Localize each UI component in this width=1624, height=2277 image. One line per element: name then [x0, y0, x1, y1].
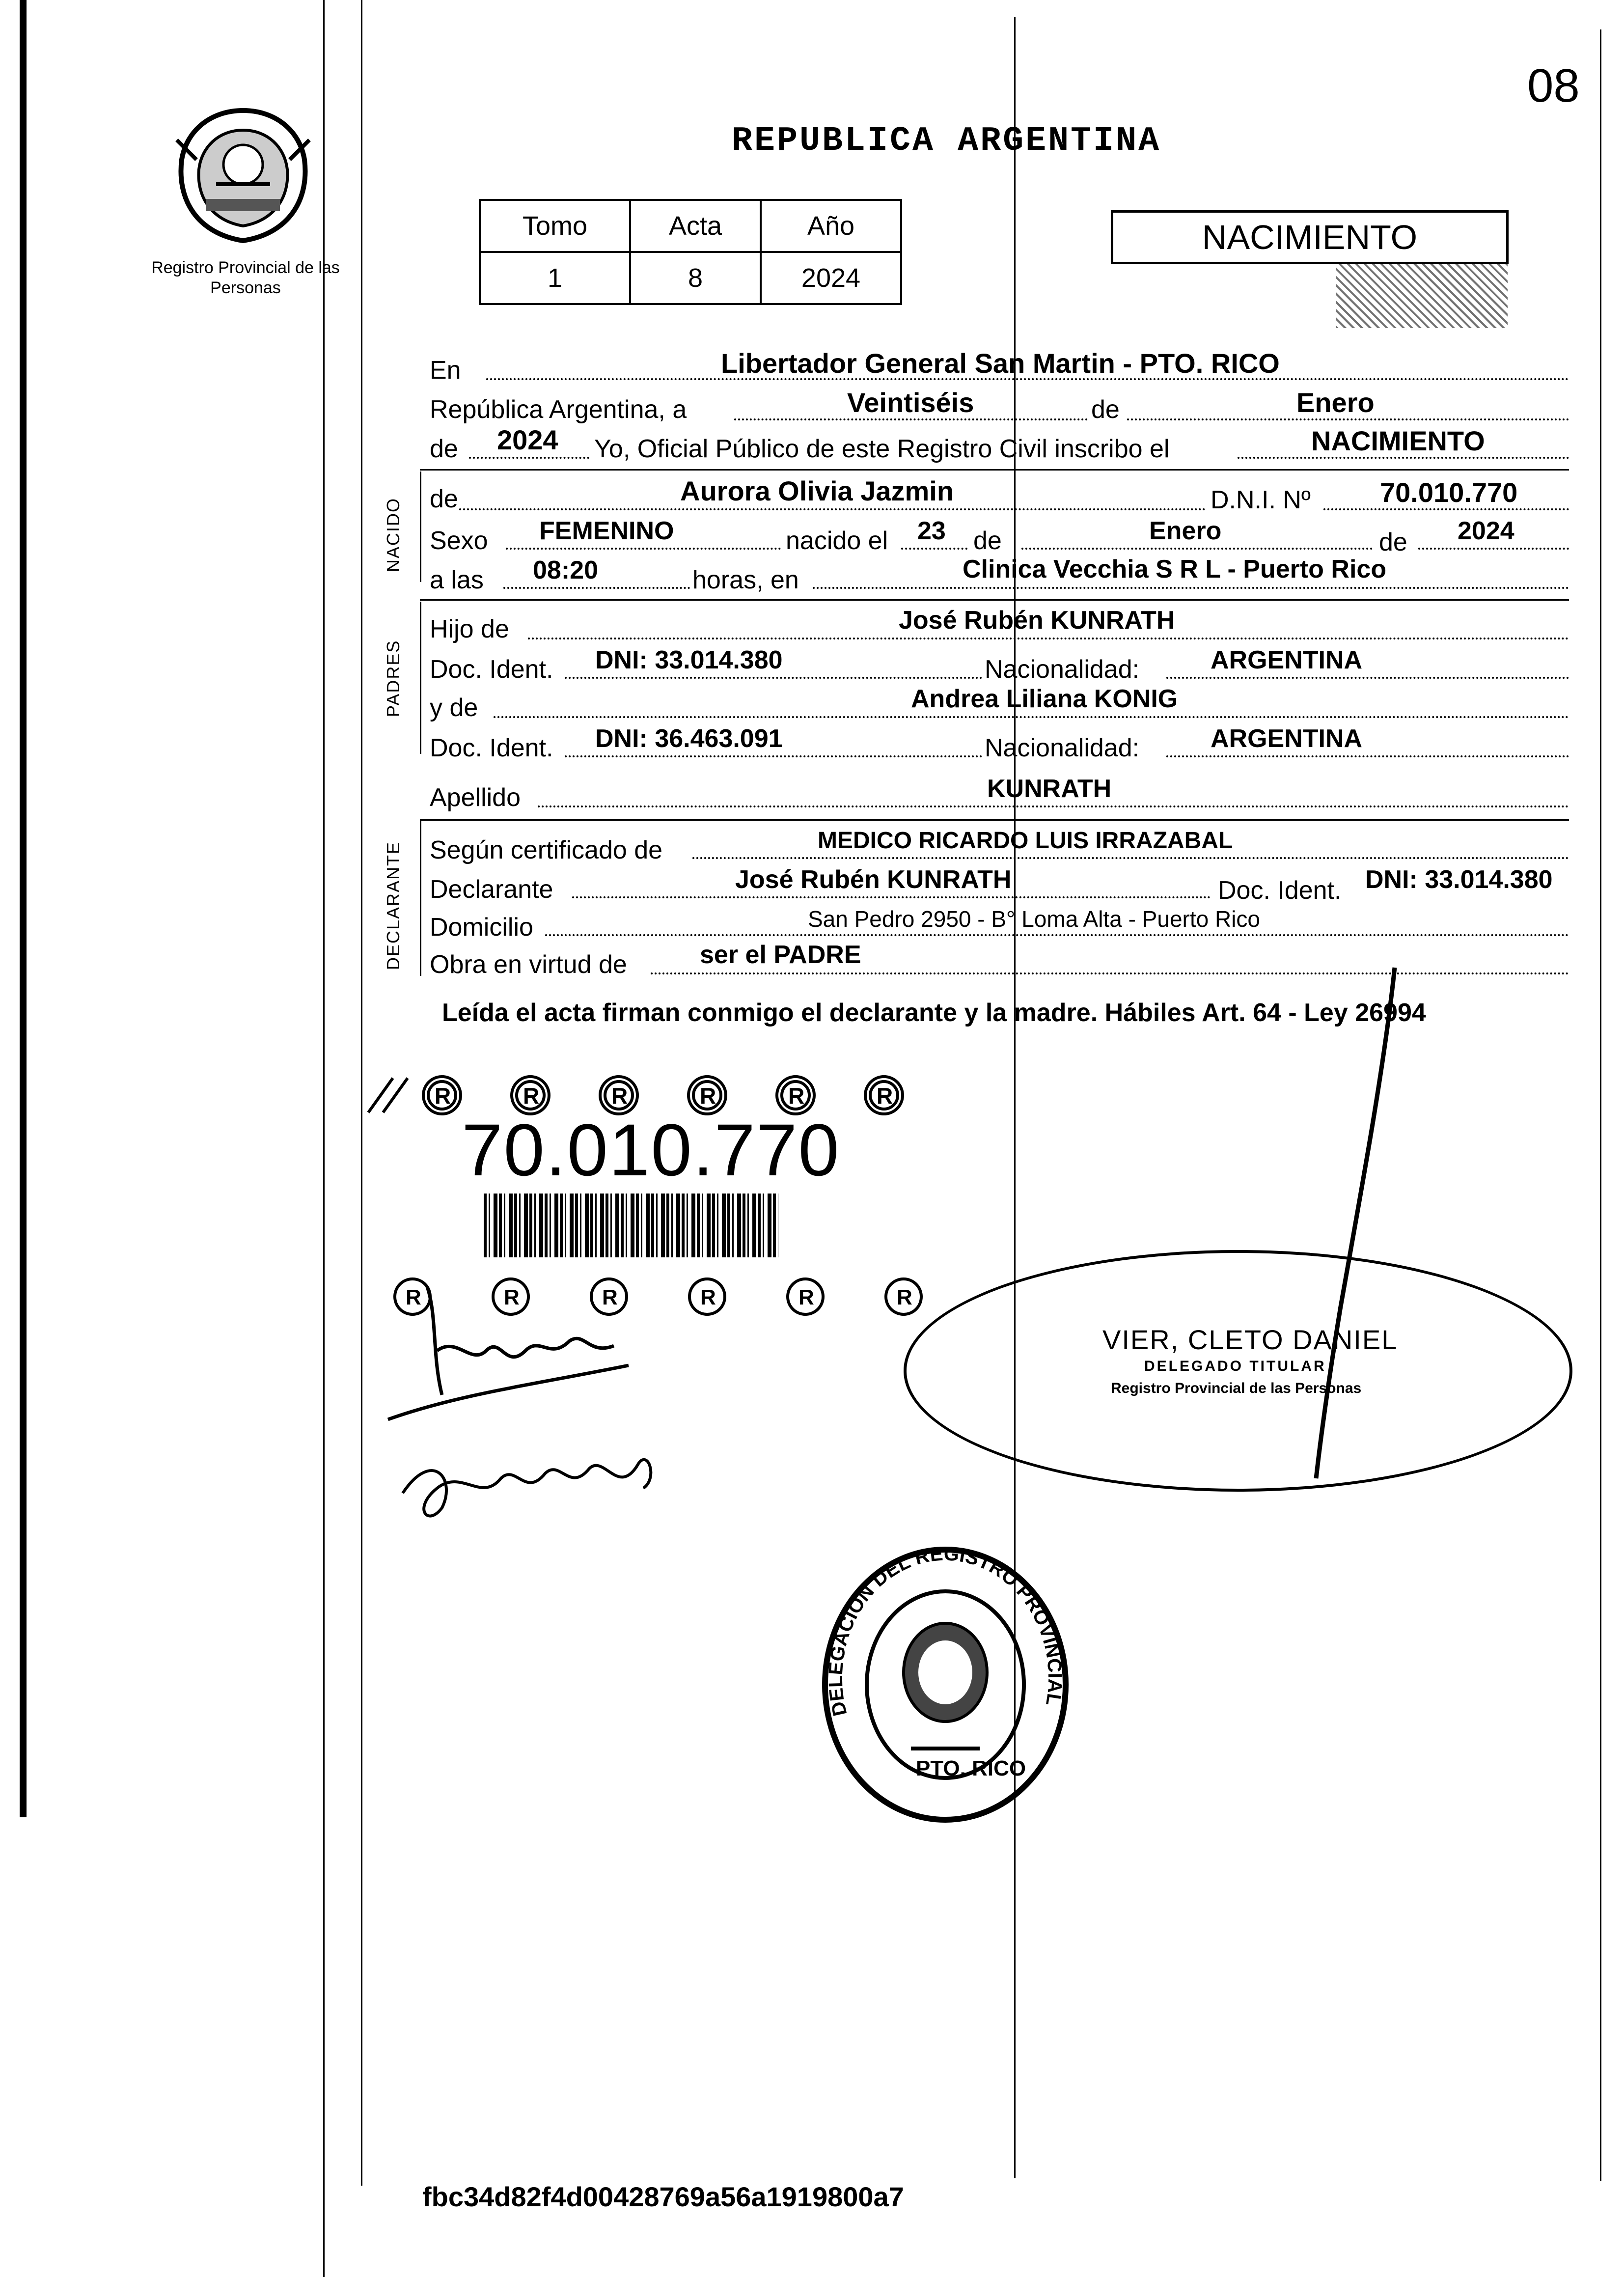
document-hash: fbc34d82f4d00428769a56a1919800a7 [422, 2181, 904, 2212]
nacido-el-label: nacido el [786, 527, 888, 555]
day-dotted-line [734, 418, 1088, 420]
nacido-separator [420, 469, 1569, 471]
birth-place: Clinica Vecchia S R L - Puerto Rico [963, 555, 1387, 583]
certificate-value: MEDICO RICARDO LUIS IRRAZABAL [818, 828, 1233, 854]
sexo-value: FEMENINO [539, 517, 674, 545]
mother-name: Andrea Liliana KONIG [911, 685, 1178, 713]
svg-text:R: R [611, 1083, 628, 1109]
birth-day-dotted-line [901, 548, 967, 550]
domicilio-dotted-line [545, 934, 1569, 936]
padres-separator [420, 599, 1569, 601]
svg-text:R: R [700, 1285, 716, 1309]
svg-text:R: R [504, 1285, 520, 1309]
father-nationality: ARGENTINA [1211, 646, 1363, 674]
seal-bottom-text: PTO. RICO [916, 1756, 1026, 1780]
id-stamp-number: 70.010.770 [462, 1109, 840, 1191]
dni-dotted-line [1323, 508, 1569, 510]
svg-text:R: R [788, 1083, 805, 1109]
svg-text:R: R [877, 1083, 893, 1109]
right-margin-line [1600, 29, 1601, 2181]
mother-doc: DNI: 36.463.091 [595, 724, 783, 753]
security-hologram [1336, 264, 1508, 328]
horas-label: horas, en [692, 566, 799, 594]
de-label-2: de [430, 435, 458, 463]
republica-label: República Argentina, a [430, 395, 687, 424]
official-stamp-registry: Registro Provincial de las Personas [1111, 1380, 1362, 1396]
month-value: Enero [1296, 387, 1375, 418]
svg-text:R: R [602, 1285, 618, 1309]
mother-dotted-line [494, 716, 1569, 718]
birth-time: 08:20 [533, 556, 598, 584]
center-fold-line [1014, 17, 1016, 2178]
ano-header: Año [761, 200, 901, 252]
official-stamp-name: VIER, CLETO DANIEL [1102, 1324, 1398, 1355]
declarante-name: José Rubén KUNRATH [735, 865, 1012, 894]
declarante-bracket [420, 821, 421, 976]
left-edge-bar [20, 0, 27, 1817]
de-label-4: de [1379, 528, 1407, 556]
father-nac-dotted-line [1166, 677, 1569, 679]
name-dotted-line [459, 508, 1206, 510]
father-doc: DNI: 33.014.380 [595, 646, 783, 674]
father-dotted-line [528, 638, 1569, 639]
closing-text: Leída el acta firman conmigo el declarante y la madre. Hábiles Art. 64 - Ley 26994 [442, 999, 1426, 1027]
year-value: 2024 [497, 424, 558, 455]
birth-month-dotted-line [1021, 548, 1373, 550]
domicilio-label: Domicilio [430, 913, 533, 942]
declarante-doc-label: Doc. Ident. [1218, 876, 1342, 905]
svg-text:R: R [700, 1083, 716, 1109]
declarante-separator [420, 819, 1569, 821]
record-table [479, 199, 902, 305]
svg-text:R: R [435, 1083, 451, 1109]
year-dotted-line [469, 457, 589, 459]
obra-value: ser el PADRE [700, 941, 861, 969]
seal-ring-text: DELEGACION DEL REGISTRO PROVINCIAL [825, 1543, 1066, 1718]
svg-text:R: R [798, 1285, 814, 1309]
acta-header: Acta [630, 200, 761, 252]
svg-text:R: R [523, 1083, 540, 1109]
watermark-letters-top [435, 1083, 893, 1109]
acta-value: 8 [630, 252, 761, 304]
inner-left-line [361, 0, 362, 2186]
birth-year: 2024 [1458, 517, 1514, 545]
de-label-1: de [1091, 395, 1120, 424]
mother-nac-label: Nacionalidad: [985, 734, 1140, 762]
y-de-label: y de [430, 694, 478, 722]
act-type-box: NACIMIENTO [1111, 210, 1509, 264]
father-name: José Rubén KUNRATH [899, 606, 1175, 635]
birth-place-dotted-line [813, 587, 1569, 589]
hijo-label: Hijo de [430, 615, 509, 643]
page-title: REPUBLICA ARGENTINA [732, 122, 1161, 161]
mother-signature [393, 1419, 668, 1532]
declarante-label: Declarante [430, 875, 553, 904]
obra-dotted-line [651, 972, 1569, 974]
nacido-bracket [420, 472, 421, 582]
padres-side-label: PADRES [383, 639, 403, 717]
mother-nac-dotted-line [1166, 755, 1569, 757]
ano-value: 2024 [761, 252, 901, 304]
apellido-dotted-line [538, 805, 1569, 807]
domicilio-value: San Pedro 2950 - B° Loma Alta - Puerto Rico [808, 906, 1261, 932]
father-nac-label: Nacionalidad: [985, 655, 1140, 684]
left-margin-line [323, 0, 325, 2277]
barcode [484, 1194, 778, 1257]
nacido-de-label: de [430, 485, 458, 513]
en-label: En [430, 356, 461, 385]
tomo-header: Tomo [480, 200, 630, 252]
sexo-label: Sexo [430, 527, 488, 555]
child-name: Aurora Olivia Jazmin [680, 475, 954, 506]
declarant-signature [383, 1277, 658, 1424]
cert-label: Según certificado de [430, 836, 663, 864]
dni-label: D.N.I. Nº [1211, 486, 1311, 514]
obra-label: Obra en virtud de [430, 950, 627, 979]
page-number: 08 [1527, 59, 1580, 112]
sexo-dotted-line [506, 548, 781, 550]
inscribe-dotted-line [1238, 457, 1569, 459]
mother-nationality: ARGENTINA [1211, 724, 1363, 753]
nacido-side-label: NACIDO [383, 497, 403, 572]
mother-doc-dotted-line [565, 755, 982, 757]
child-dni: 70.010.770 [1380, 477, 1518, 508]
de-label-3: de [973, 527, 1002, 555]
apellido-label: Apellido [430, 783, 521, 812]
day-value: Veintiséis [847, 387, 974, 418]
official-stamp-title: DELEGADO TITULAR [1144, 1358, 1326, 1374]
birth-year-dotted-line [1418, 548, 1569, 550]
declarante-side-label: DECLARANTE [383, 841, 403, 970]
place-value: Libertador General San Martin - PTO. RICO [721, 348, 1280, 379]
mother-doc-label: Doc. Ident. [430, 734, 553, 762]
declarante-dotted-line [572, 896, 1211, 898]
registry-caption: Registro Provincial de las Personas [151, 258, 340, 297]
province-emblem [162, 101, 324, 248]
father-doc-label: Doc. Ident. [430, 655, 553, 684]
delegation-seal [818, 1542, 1073, 1827]
birth-month: Enero [1149, 517, 1222, 545]
a-las-label: a las [430, 566, 484, 594]
svg-text:R: R [406, 1285, 421, 1309]
svg-text:R: R [897, 1285, 912, 1309]
time-dotted-line [503, 587, 690, 589]
father-doc-dotted-line [565, 677, 982, 679]
declarante-doc: DNI: 33.014.380 [1365, 865, 1553, 894]
inscribe-value: NACIMIENTO [1311, 425, 1485, 456]
tomo-value: 1 [480, 252, 630, 304]
yo-label: Yo, Oficial Público de este Registro Civil inscribo el [594, 435, 1170, 463]
cert-dotted-line [692, 857, 1569, 859]
birth-day: 23 [917, 517, 946, 545]
month-dotted-line [1127, 418, 1569, 420]
padres-bracket [420, 602, 421, 754]
apellido-value: KUNRATH [987, 775, 1112, 803]
